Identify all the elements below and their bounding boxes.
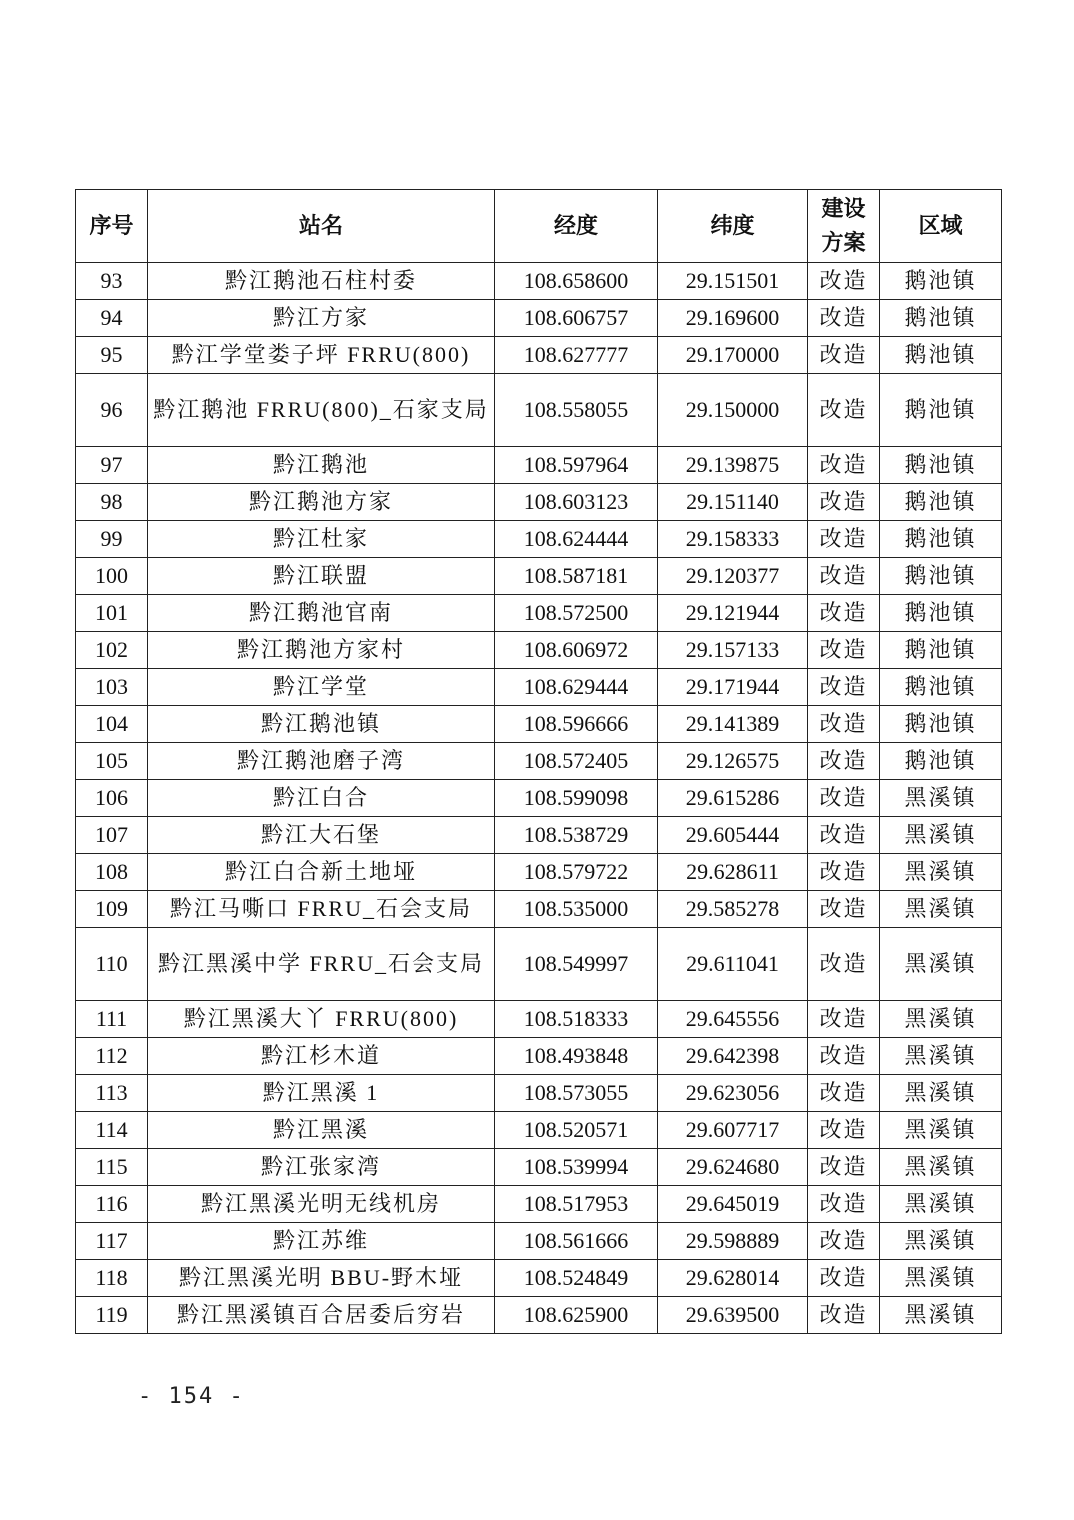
cell-region: 黑溪镇 <box>880 1297 1002 1334</box>
cell-latitude: 29.141389 <box>658 706 808 743</box>
cell-index: 119 <box>76 1297 148 1334</box>
cell-longitude: 108.658600 <box>495 263 658 300</box>
cell-latitude: 29.615286 <box>658 780 808 817</box>
cell-index: 117 <box>76 1223 148 1260</box>
page-number: - 154 - <box>138 1384 245 1409</box>
cell-region: 黑溪镇 <box>880 1112 1002 1149</box>
cell-latitude: 29.170000 <box>658 337 808 374</box>
cell-index: 105 <box>76 743 148 780</box>
cell-longitude: 108.606757 <box>495 300 658 337</box>
cell-region: 鹅池镇 <box>880 521 1002 558</box>
cell-longitude: 108.517953 <box>495 1186 658 1223</box>
table-header <box>76 190 1002 263</box>
cell-region: 鹅池镇 <box>880 595 1002 632</box>
cell-longitude: 108.579722 <box>495 854 658 891</box>
cell-region: 鹅池镇 <box>880 558 1002 595</box>
cell-longitude: 108.561666 <box>495 1223 658 1260</box>
cell-index: 104 <box>76 706 148 743</box>
header-row <box>76 190 1002 263</box>
table-row <box>76 558 1002 595</box>
header-plan <box>808 190 880 263</box>
cell-index: 99 <box>76 521 148 558</box>
cell-station-name: 黔江黑溪大丫 FRRU(800) <box>148 1001 495 1038</box>
cell-index: 113 <box>76 1075 148 1112</box>
cell-plan: 改造 <box>808 817 880 854</box>
cell-index: 100 <box>76 558 148 595</box>
table-row <box>76 595 1002 632</box>
cell-plan: 改造 <box>808 337 880 374</box>
cell-latitude: 29.607717 <box>658 1112 808 1149</box>
cell-longitude: 108.535000 <box>495 891 658 928</box>
cell-station-name: 黔江联盟 <box>148 558 495 595</box>
cell-station-name: 黔江杉木道 <box>148 1038 495 1075</box>
cell-station-name: 黔江鹅池方家 <box>148 484 495 521</box>
cell-index: 93 <box>76 263 148 300</box>
header-plan-line1: 建设 <box>821 196 866 221</box>
cell-region: 黑溪镇 <box>880 1038 1002 1075</box>
cell-region: 黑溪镇 <box>880 1075 1002 1112</box>
cell-index: 114 <box>76 1112 148 1149</box>
cell-plan: 改造 <box>808 595 880 632</box>
cell-index: 95 <box>76 337 148 374</box>
cell-plan: 改造 <box>808 706 880 743</box>
cell-longitude: 108.572500 <box>495 595 658 632</box>
cell-region: 鹅池镇 <box>880 337 1002 374</box>
cell-station-name: 黔江大石堡 <box>148 817 495 854</box>
cell-longitude: 108.596666 <box>495 706 658 743</box>
table-row <box>76 484 1002 521</box>
cell-station-name: 黔江苏维 <box>148 1223 495 1260</box>
cell-longitude: 108.493848 <box>495 1038 658 1075</box>
cell-latitude: 29.585278 <box>658 891 808 928</box>
cell-plan: 改造 <box>808 1260 880 1297</box>
cell-region: 鹅池镇 <box>880 484 1002 521</box>
cell-longitude: 108.597964 <box>495 447 658 484</box>
table-row <box>76 374 1002 447</box>
header-plan-line2: 方案 <box>821 230 866 255</box>
cell-latitude: 29.628014 <box>658 1260 808 1297</box>
cell-region: 黑溪镇 <box>880 891 1002 928</box>
cell-region: 黑溪镇 <box>880 1186 1002 1223</box>
table-row <box>76 1001 1002 1038</box>
cell-latitude: 29.150000 <box>658 374 808 447</box>
cell-station-name: 黔江张家湾 <box>148 1149 495 1186</box>
cell-station-name: 黔江黑溪光明无线机房 <box>148 1186 495 1223</box>
cell-station-name: 黔江黑溪 1 <box>148 1075 495 1112</box>
cell-index: 107 <box>76 817 148 854</box>
cell-region: 黑溪镇 <box>880 854 1002 891</box>
table-row <box>76 669 1002 706</box>
cell-region: 鹅池镇 <box>880 374 1002 447</box>
cell-region: 黑溪镇 <box>880 817 1002 854</box>
table-row <box>76 1260 1002 1297</box>
cell-index: 108 <box>76 854 148 891</box>
table-body <box>76 263 1002 1334</box>
table-row <box>76 632 1002 669</box>
cell-latitude: 29.598889 <box>658 1223 808 1260</box>
cell-plan: 改造 <box>808 743 880 780</box>
table-row <box>76 1223 1002 1260</box>
table-row <box>76 743 1002 780</box>
cell-region: 黑溪镇 <box>880 1223 1002 1260</box>
cell-index: 109 <box>76 891 148 928</box>
cell-station-name: 黔江鹅池镇 <box>148 706 495 743</box>
cell-plan: 改造 <box>808 854 880 891</box>
cell-plan: 改造 <box>808 1038 880 1075</box>
cell-station-name: 黔江鹅池方家村 <box>148 632 495 669</box>
header-longitude: 经度 <box>495 190 658 263</box>
cell-station-name: 黔江鹅池石柱村委 <box>148 263 495 300</box>
table-row <box>76 521 1002 558</box>
cell-latitude: 29.157133 <box>658 632 808 669</box>
cell-latitude: 29.158333 <box>658 521 808 558</box>
cell-longitude: 108.538729 <box>495 817 658 854</box>
cell-station-name: 黔江马嘶口 FRRU_石会支局 <box>148 891 495 928</box>
cell-station-name: 黔江黑溪镇百合居委后穷岩 <box>148 1297 495 1334</box>
cell-region: 鹅池镇 <box>880 263 1002 300</box>
cell-region: 黑溪镇 <box>880 1260 1002 1297</box>
cell-latitude: 29.611041 <box>658 928 808 1001</box>
table-row <box>76 447 1002 484</box>
cell-longitude: 108.629444 <box>495 669 658 706</box>
cell-region: 鹅池镇 <box>880 300 1002 337</box>
cell-latitude: 29.645556 <box>658 1001 808 1038</box>
table-row <box>76 1075 1002 1112</box>
cell-region: 黑溪镇 <box>880 1149 1002 1186</box>
cell-region: 鹅池镇 <box>880 706 1002 743</box>
cell-latitude: 29.642398 <box>658 1038 808 1075</box>
cell-latitude: 29.169600 <box>658 300 808 337</box>
cell-latitude: 29.645019 <box>658 1186 808 1223</box>
table-row <box>76 1297 1002 1334</box>
table-row <box>76 1038 1002 1075</box>
cell-longitude: 108.625900 <box>495 1297 658 1334</box>
cell-index: 110 <box>76 928 148 1001</box>
cell-latitude: 29.139875 <box>658 447 808 484</box>
table-row <box>76 300 1002 337</box>
cell-longitude: 108.606972 <box>495 632 658 669</box>
cell-index: 97 <box>76 447 148 484</box>
cell-latitude: 29.605444 <box>658 817 808 854</box>
header-station-name: 站名 <box>148 190 495 263</box>
table-row <box>76 1112 1002 1149</box>
cell-region: 黑溪镇 <box>880 780 1002 817</box>
cell-latitude: 29.171944 <box>658 669 808 706</box>
cell-index: 112 <box>76 1038 148 1075</box>
header-region: 区域 <box>880 190 1002 263</box>
cell-index: 116 <box>76 1186 148 1223</box>
cell-region: 鹅池镇 <box>880 632 1002 669</box>
cell-index: 96 <box>76 374 148 447</box>
cell-station-name: 黔江白合新土地垭 <box>148 854 495 891</box>
cell-longitude: 108.603123 <box>495 484 658 521</box>
cell-longitude: 108.627777 <box>495 337 658 374</box>
cell-longitude: 108.524849 <box>495 1260 658 1297</box>
cell-region: 鹅池镇 <box>880 669 1002 706</box>
cell-plan: 改造 <box>808 447 880 484</box>
cell-region: 鹅池镇 <box>880 447 1002 484</box>
cell-region: 黑溪镇 <box>880 928 1002 1001</box>
cell-longitude: 108.539994 <box>495 1149 658 1186</box>
cell-plan: 改造 <box>808 521 880 558</box>
cell-longitude: 108.587181 <box>495 558 658 595</box>
cell-latitude: 29.126575 <box>658 743 808 780</box>
cell-station-name: 黔江黑溪中学 FRRU_石会支局 <box>148 928 495 1001</box>
cell-latitude: 29.121944 <box>658 595 808 632</box>
cell-plan: 改造 <box>808 263 880 300</box>
cell-plan: 改造 <box>808 558 880 595</box>
cell-latitude: 29.624680 <box>658 1149 808 1186</box>
cell-latitude: 29.151140 <box>658 484 808 521</box>
cell-index: 106 <box>76 780 148 817</box>
station-table <box>75 189 1002 1334</box>
cell-station-name: 黔江黑溪 <box>148 1112 495 1149</box>
cell-region: 黑溪镇 <box>880 1001 1002 1038</box>
cell-station-name: 黔江鹅池 FRRU(800)_石家支局 <box>148 374 495 447</box>
cell-plan: 改造 <box>808 1297 880 1334</box>
table-row <box>76 1186 1002 1223</box>
cell-longitude: 108.572405 <box>495 743 658 780</box>
table-row <box>76 891 1002 928</box>
header-latitude: 纬度 <box>658 190 808 263</box>
cell-station-name: 黔江方家 <box>148 300 495 337</box>
cell-longitude: 108.599098 <box>495 780 658 817</box>
cell-index: 103 <box>76 669 148 706</box>
cell-latitude: 29.639500 <box>658 1297 808 1334</box>
table-row <box>76 928 1002 1001</box>
cell-longitude: 108.624444 <box>495 521 658 558</box>
header-index: 序号 <box>76 190 148 263</box>
cell-station-name: 黔江黑溪光明 BBU-野木垭 <box>148 1260 495 1297</box>
cell-latitude: 29.623056 <box>658 1075 808 1112</box>
cell-index: 94 <box>76 300 148 337</box>
cell-station-name: 黔江杜家 <box>148 521 495 558</box>
cell-plan: 改造 <box>808 669 880 706</box>
cell-latitude: 29.151501 <box>658 263 808 300</box>
cell-longitude: 108.558055 <box>495 374 658 447</box>
table-row <box>76 1149 1002 1186</box>
cell-plan: 改造 <box>808 1001 880 1038</box>
cell-plan: 改造 <box>808 1223 880 1260</box>
cell-plan: 改造 <box>808 374 880 447</box>
cell-index: 118 <box>76 1260 148 1297</box>
cell-station-name: 黔江学堂娄子坪 FRRU(800) <box>148 337 495 374</box>
cell-latitude: 29.628611 <box>658 854 808 891</box>
cell-index: 102 <box>76 632 148 669</box>
cell-plan: 改造 <box>808 300 880 337</box>
cell-plan: 改造 <box>808 1149 880 1186</box>
cell-plan: 改造 <box>808 891 880 928</box>
cell-station-name: 黔江鹅池磨子湾 <box>148 743 495 780</box>
cell-index: 111 <box>76 1001 148 1038</box>
cell-index: 115 <box>76 1149 148 1186</box>
cell-index: 101 <box>76 595 148 632</box>
cell-plan: 改造 <box>808 780 880 817</box>
cell-region: 鹅池镇 <box>880 743 1002 780</box>
cell-station-name: 黔江鹅池官南 <box>148 595 495 632</box>
cell-longitude: 108.518333 <box>495 1001 658 1038</box>
cell-longitude: 108.549997 <box>495 928 658 1001</box>
cell-plan: 改造 <box>808 1075 880 1112</box>
table-row <box>76 780 1002 817</box>
cell-plan: 改造 <box>808 928 880 1001</box>
cell-plan: 改造 <box>808 1112 880 1149</box>
cell-station-name: 黔江学堂 <box>148 669 495 706</box>
cell-plan: 改造 <box>808 1186 880 1223</box>
table-row <box>76 854 1002 891</box>
cell-plan: 改造 <box>808 484 880 521</box>
table-row <box>76 337 1002 374</box>
cell-station-name: 黔江白合 <box>148 780 495 817</box>
table-row <box>76 263 1002 300</box>
cell-index: 98 <box>76 484 148 521</box>
cell-station-name: 黔江鹅池 <box>148 447 495 484</box>
cell-longitude: 108.520571 <box>495 1112 658 1149</box>
cell-longitude: 108.573055 <box>495 1075 658 1112</box>
cell-plan: 改造 <box>808 632 880 669</box>
table-row <box>76 706 1002 743</box>
table-row <box>76 817 1002 854</box>
cell-latitude: 29.120377 <box>658 558 808 595</box>
